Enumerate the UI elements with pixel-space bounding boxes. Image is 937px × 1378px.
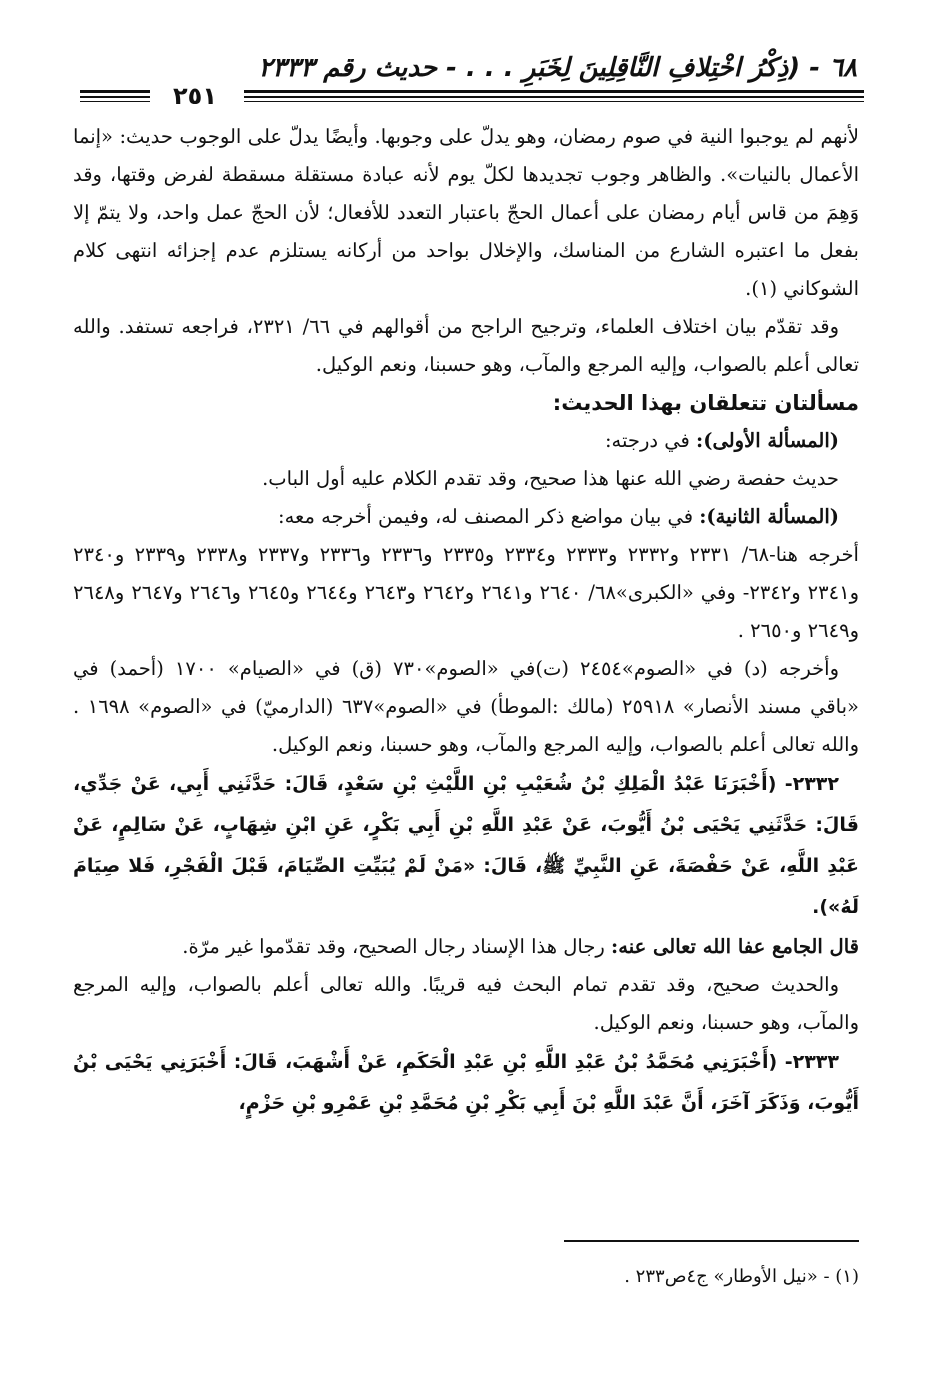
question-text: في درجته: [604, 429, 697, 452]
jami-text: رجال هذا الإسناد رجال الصحيح، وقد تقدّموا غير مرّة. [182, 935, 612, 958]
question-label: (المسألة الأولى): [696, 429, 839, 452]
page-number: ٢٥١ [173, 82, 217, 110]
header-rule-line [244, 101, 864, 102]
question-line [73, 422, 859, 460]
paragraph: أخرجه هنا-٦٨/ ٢٣٣١ و٢٣٣٢ و٢٣٣٣ و٢٣٣٤ و٢٣٣٥ و٢٣٣٦ و٢٣٣٦ و٢٣٣٧ و٢٣٣٨ و٢٣٣٩ و٢٣٤٠ و٢٣٤١ و٢٣٤٢- وفي «الكبرى»٦٨/ ٢٦٤٠ و٢٦٤١ و٢٦٤٢ و٢٦٤٣ و٢٦٤٤ و٢٦٤٥ و٢٦٤٦ و٢٦٤٧ و٢٦٤٨ و٢٦٤٩ و٢٦٥٠ . [73, 543, 859, 642]
header-rule-line [244, 96, 864, 98]
footnote-rule [564, 1240, 859, 1242]
header-rule-line [80, 96, 150, 98]
header-rule-line [80, 101, 150, 102]
running-title: ٦٨ - (ذِكْرُ اخْتِلافِ النَّاقِلِينَ لِخَبَرِ . . . - حديث رقم ٢٣٣٣ [258, 53, 857, 83]
question-label: (المسألة الثانية): [699, 505, 839, 528]
paragraph: لأنهم لم يوجبوا النية في صوم رمضان، وهو يدلّ على وجوبها. وأيضًا يدلّ على الوجوب حديث: «إنما الأعمال بالنيات». والظاهر وجوب تجديدها لكلّ يوم لأنه عبادة مستقلة مسقطة لفرض وقتها، وقد وَهِمَ من قاس أيام رمضان على أعمال الحجّ باعتبار التعدد للأفعال؛ لأن الحجّ عمل واحد، ولا يتمّ إلا بفعل ما اعتبره الشارع من المناسك، والإخلال بواحد من أركانه يستلزم عدم إجزائه انتهى كلام الشوكاني (١). [73, 125, 859, 300]
hadith-text: ٢٣٣٢- (أَخْبَرَنَا عَبْدُ الْمَلِكِ بْنُ شُعَيْبِ بْنِ اللَّيْثِ بْنِ سَعْدٍ، قَالَ: حَدَّثَنِي أَبِي، عَنْ جَدِّي، قَالَ: حَدَّثَنِي يَحْيَى بْنُ أَيُّوبَ، عَنْ عَبْدِ اللَّهِ بْنِ أَبِي بَكْرٍ، عَنِ ابْنِ شِهَابٍ، عَنْ سَالِمٍ، عَنْ عَبْدِ اللَّهِ، عَنْ حَفْصَةَ، عَنِ النَّبِيِّ ﷺ، قَالَ: «مَنْ لَمْ يُبَيِّتِ الصِّيَامَ، قَبْلَ الْفَجْرِ، فَلا صِيَامَ لَهُ»). [73, 773, 859, 918]
main-text [73, 118, 859, 1124]
paragraph: وأخرجه (د) في «الصوم»٢٤٥٤ (ت)في «الصوم»٧٣٠ (ق) في «الصيام» ١٧٠٠ (أحمد) في «باقي مسند الأنصار» ٢٥٩١٨ (مالك :الموطأ) في «الصوم»٦٣٧ (الدارميّ) في «الصوم» ١٦٩٨ . والله تعالى أعلم بالصواب، وإليه المرجع والمآب، وهو حسبنا، ونعم الوكيل. [73, 657, 859, 756]
hadith-text: ٢٣٣٣- (أَخْبَرَنِي مُحَمَّدُ بْنُ عَبْدِ اللَّهِ بْنِ عَبْدِ الْحَكَمِ، عَنْ أَشْهَبَ، قَالَ: أَخْبَرَنِي يَحْيَى بْنُ أَيُّوبَ، وَذَكَرَ آخَرَ، أَنَّ عَبْدَ اللَّهِ بْنَ أَبِي بَكْرِ بْنِ مُحَمَّدِ بْنِ عَمْرِو بْنِ حَزْمٍ، [73, 1051, 859, 1114]
footnote: (١) - «نيل الأوطار» ج٤ص٢٣٣ . [624, 1266, 859, 1287]
section-heading: مسألتان تتعلقان بهذا الحديث: [552, 391, 859, 415]
jami-label: قال الجامع عفا الله تعالى عنه: [611, 935, 859, 958]
paragraph: والحديث صحيح، وقد تقدم تمام البحث فيه قريبًا. والله تعالى أعلم بالصواب، وإليه المرجع والمآب، وهو حسبنا، ونعم الوكيل. [73, 973, 859, 1034]
header-rule-line [80, 90, 150, 93]
paragraph: وقد تقدّم بيان اختلاف العلماء، وترجيح الراجح من أقوالهم في ٦٦/ ٢٣٢١، فراجعه تستفد. والله تعالى أعلم بالصواب، وإليه المرجع والمآب، وهو حسبنا، ونعم الوكيل. [73, 315, 859, 376]
commentary-line [73, 928, 859, 966]
question-text: في بيان مواضع ذكر المصنف له، وفيمن أخرجه معه: [278, 505, 700, 528]
question-line [73, 498, 859, 536]
paragraph: حديث حفصة رضي الله عنها هذا صحيح، وقد تقدم الكلام عليه أول الباب. [262, 467, 839, 490]
header-rule-line [244, 90, 864, 93]
